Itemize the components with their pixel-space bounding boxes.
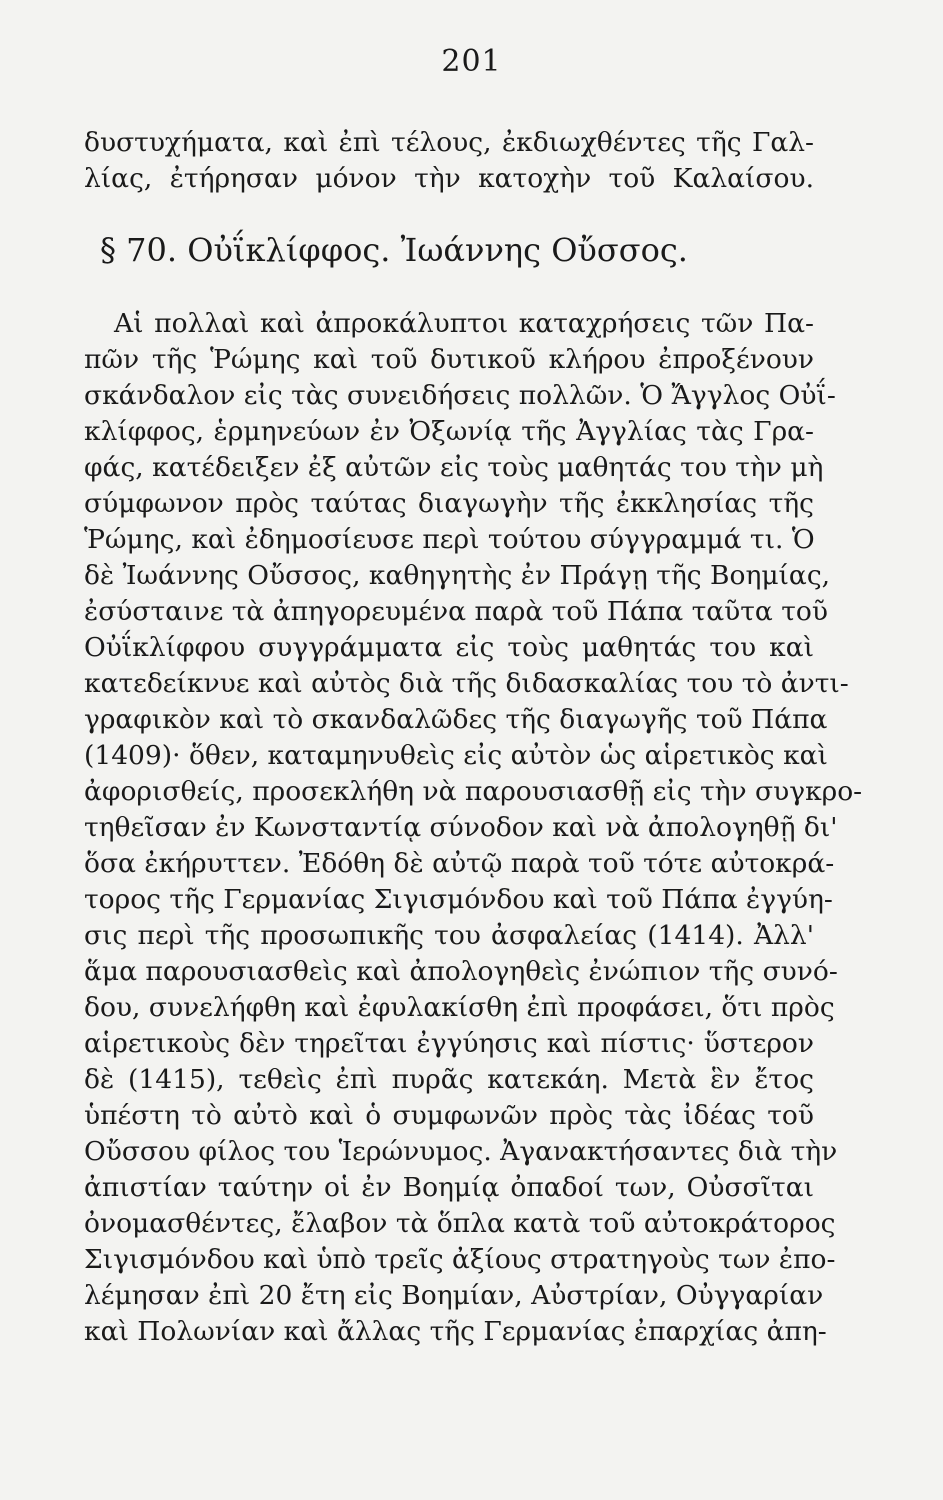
text-line: φάς, κατέδειξεν ἐξ αὐτῶν εἰς τοὺς μαθητάς του τὴν μὴ (84, 452, 824, 483)
section-heading: § 70. Οὐΐκλίφφος. Ἰωάννης Οὔσσος. (100, 231, 688, 269)
text-line: τηθεῖσαν ἐν Κωνσταντίᾳ σύνοδον καὶ νὰ ἀπολογηθῇ δι' (84, 812, 838, 843)
text-line: ὑπέστη τὸ αὐτὸ καὶ ὁ συμφωνῶν πρὸς τὰς ἰδέας τοῦ (84, 1100, 814, 1131)
text-line: ἐσύσταινε τὰ ἀπηγορευμένα παρὰ τοῦ Πάπα ταῦτα τοῦ (84, 596, 828, 627)
text-line: ἅμα παρουσιασθεὶς καὶ ἀπολογηθεὶς ἐνώπιον τῆς συνό- (84, 956, 838, 987)
text-line: δου, συνελήφθη καὶ ἐφυλακίσθη ἐπὶ προφάσει, ὅτι πρὸς (84, 992, 835, 1023)
text-line: πῶν τῆς Ῥώμης καὶ τοῦ δυτικοῦ κλήρου ἐπροξένουν (84, 344, 814, 375)
text-line: δὲ (1415), τεθεὶς ἐπὶ πυρᾶς κατεκάη. Μετὰ ἓν ἔτος (84, 1064, 814, 1095)
text-line: Οὔσσου φίλος του Ἱερώνυμος. Ἀγανακτήσαντες διὰ τὴν (84, 1136, 838, 1167)
text-line: δυστυχήματα, καὶ ἐπὶ τέλους, ἐκδιωχθέντες τῆς Γαλ- (84, 127, 814, 158)
text-line: λέμησαν ἐπὶ 20 ἔτη εἰς Βοημίαν, Αὐστρίαν, Οὐγγαρίαν (84, 1280, 824, 1311)
text-line: κλίφφος, ἑρμηνεύων ἐν Ὀξωνίᾳ τῆς Ἀγγλίας τὰς Γρα- (84, 416, 814, 447)
page-number: 201 (441, 44, 502, 79)
text-line: Σιγισμόνδου καὶ ὑπὸ τρεῖς ἀξίους στρατηγοὺς των ἐπο- (84, 1244, 836, 1275)
text-line: Ῥώμης, καὶ ἐδημοσίευσε περὶ τούτου σύγγραμμά τι. Ὁ (84, 524, 815, 555)
text-line: (1409)· ὅθεν, καταμηνυθεὶς εἰς αὐτὸν ὡς αἱρετικὸς καὶ (84, 740, 828, 771)
text-line: καὶ Πολωνίαν καὶ ἄλλας τῆς Γερμανίας ἐπαρχίας ἀπη- (84, 1316, 827, 1347)
text-line: σις περὶ τῆς προσωπικῆς του ἀσφαλείας (1414). Ἀλλ' (84, 920, 814, 951)
text-line: δὲ Ἰωάννης Οὔσσος, καθηγητὴς ἐν Πράγῃ τῆς Βοημίας, (84, 560, 831, 591)
text-line: λίας, ἐτήρησαν μόνον τὴν κατοχὴν τοῦ Καλαίσου. (84, 163, 814, 194)
text-line: ὀνομασθέντες, ἔλαβον τὰ ὅπλα κατὰ τοῦ αὐτοκράτορος (84, 1208, 836, 1239)
text-line: σκάνδαλον εἰς τὰς συνειδήσεις πολλῶν. Ὁ Ἄγγλος Οὐΐ- (84, 380, 836, 411)
text-line: Οὐΐκλίφφου συγγράμματα εἰς τοὺς μαθητάς του καὶ (84, 632, 814, 663)
text-line: ὅσα ἐκήρυττεν. Ἐδόθη δὲ αὐτῷ παρὰ τοῦ τότε αὐτοκρά- (84, 848, 835, 879)
text-line: ἀπιστίαν ταύτην οἱ ἐν Βοημίᾳ ὀπαδοί των, Οὐσσῖται (84, 1172, 814, 1203)
text-line: τορος τῆς Γερμανίας Σιγισμόνδου καὶ τοῦ Πάπα ἐγγύη- (84, 884, 833, 915)
text-line: αἱρετικοὺς δὲν τηρεῖται ἐγγύησις καὶ πίστις· ὕστερον (84, 1028, 814, 1059)
paragraph-first-line: Αἱ πολλαὶ καὶ ἀπροκάλυπτοι καταχρήσεις τῶν Πα- (114, 308, 814, 339)
text-line: σύμφωνον πρὸς ταύτας διαγωγὴν τῆς ἐκκλησίας τῆς (84, 488, 814, 519)
text-line: γραφικὸν καὶ τὸ σκανδαλῶδες τῆς διαγωγῆς τοῦ Πάπα (84, 704, 828, 735)
text-line: ἀφορισθείς, προσεκλήθη νὰ παρουσιασθῇ εἰς τὴν συγκρο- (84, 776, 863, 807)
text-line: κατεδείκνυε καὶ αὐτὸς διὰ τῆς διδασκαλίας του τὸ ἀντι- (84, 668, 849, 699)
